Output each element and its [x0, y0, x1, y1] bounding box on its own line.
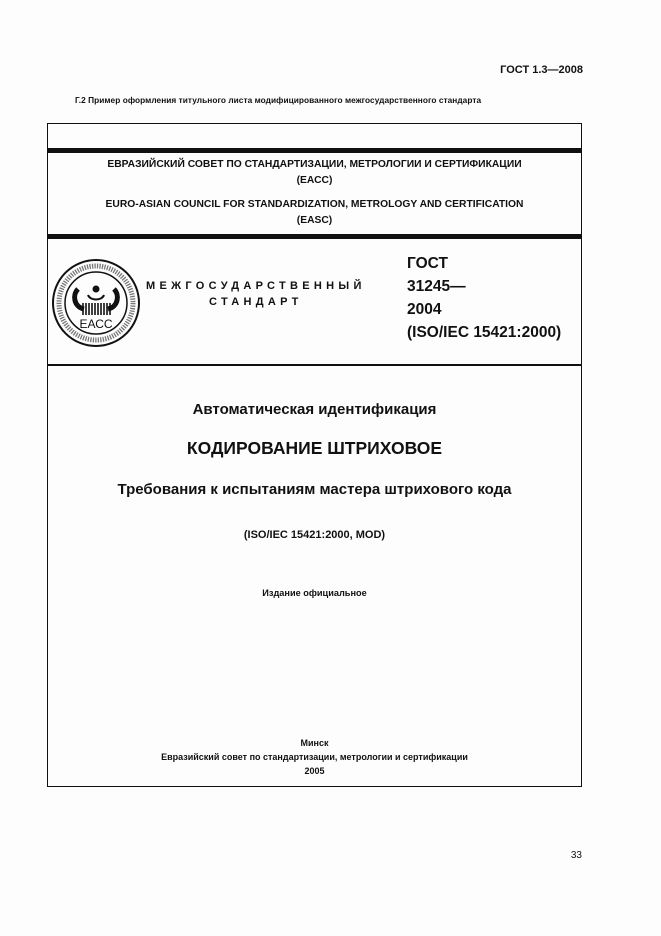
divider-thick [48, 148, 581, 153]
council-abbr-ru: (ЕАСС) [296, 175, 333, 186]
standard-type-line1: МЕЖГОСУДАРСТВЕННЫЙ [146, 280, 366, 292]
standard-type [146, 278, 366, 310]
publication-city: Минск [300, 738, 329, 748]
council-abbr-en: (EASC) [296, 215, 333, 226]
gost-label: ГОСТ [407, 255, 448, 272]
council-name-ru: ЕВРАЗИЙСКИЙ СОВЕТ ПО СТАНДАРТИЗАЦИИ, МЕТРОЛОГИИ И СЕРТИФИКАЦИИ [107, 159, 522, 170]
title-page-frame [47, 123, 582, 787]
divider-thin [48, 364, 581, 366]
equivalence-note: (ISO/IEC 15421:2000, MOD) [243, 529, 386, 541]
standard-reference-header: ГОСТ 1.3—2008 [500, 64, 583, 76]
edition-label: Издание официальное [262, 588, 367, 598]
publication-year: 2005 [304, 766, 325, 776]
svg-text:ЕАСС: ЕАСС [79, 317, 113, 331]
gost-year: 2004 [407, 301, 442, 318]
iso-reference: (ISO/IEC 15421:2000) [407, 324, 562, 341]
gost-number: 31245— [407, 278, 466, 295]
council-name-en: EURO-ASIAN COUNCIL FOR STANDARDIZATION, METROLOGY AND CERTIFICATION [105, 199, 524, 210]
gost-designation [407, 252, 561, 344]
publisher: Евразийский совет по стандартизации, метрологии и сертификации [161, 752, 468, 762]
divider-thick [48, 234, 581, 239]
title-sub: Требования к испытаниям мастера штрихового кода [117, 481, 512, 498]
easc-emblem-icon [50, 257, 142, 349]
title-main: КОДИРОВАНИЕ ШТРИХОВОЕ [186, 438, 443, 458]
page-number: 33 [570, 850, 582, 861]
title-group: Автоматическая идентификация [192, 401, 437, 418]
standard-type-line2: СТАНДАРТ [208, 296, 303, 308]
section-caption: Г.2 Пример оформления титульного листа модифицированного межгосударственного стандарта [75, 95, 482, 105]
